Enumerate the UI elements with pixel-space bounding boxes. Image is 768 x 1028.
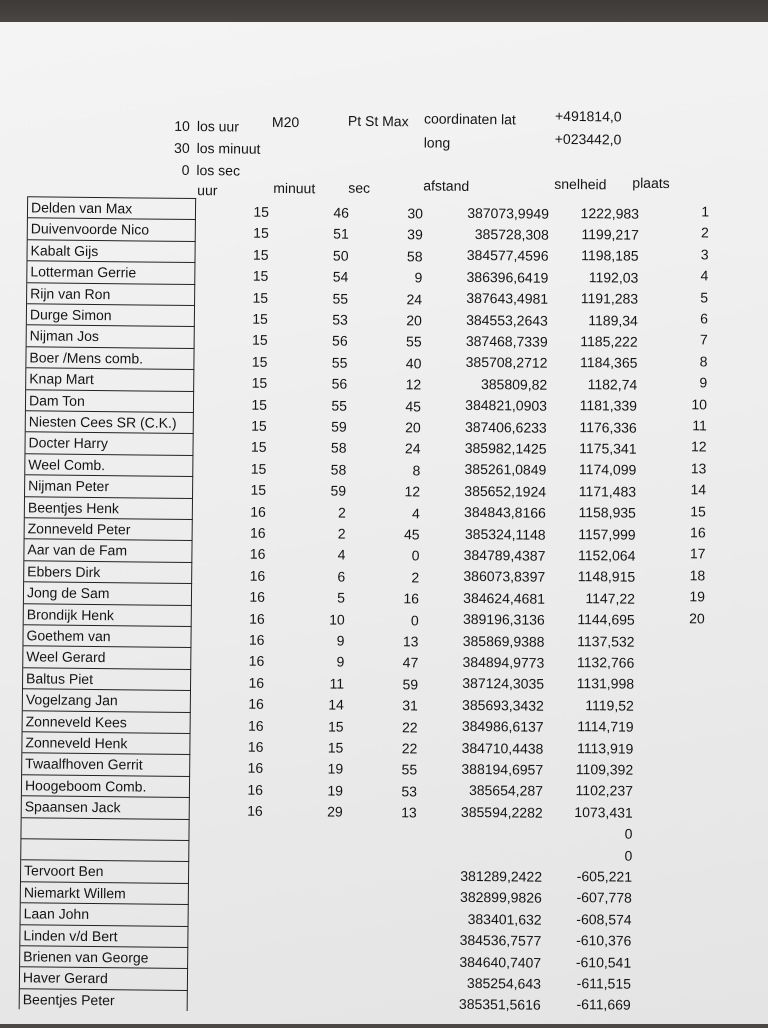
- table-cell-afstand: 384624,4681: [463, 589, 546, 607]
- table-cell-minuut: 11: [329, 675, 345, 692]
- table-cell-minuut: [221, 974, 341, 975]
- table-cell-snelheid: 1148,915: [577, 568, 636, 585]
- table-cell-sec: 20: [406, 312, 422, 329]
- table-cell-uur: 16: [249, 524, 266, 541]
- table-row-name: Vogelzang Jan: [23, 688, 191, 711]
- table-cell-uur: 15: [251, 374, 268, 391]
- table-cell-uur: 15: [251, 417, 267, 434]
- table-cell-plaats: 1: [701, 203, 710, 220]
- table-cell-sec: 8: [412, 462, 421, 479]
- table-cell-minuut: 29: [327, 803, 343, 820]
- table-cell-sec: 22: [401, 740, 418, 757]
- table-cell-snelheid: -607,778: [576, 889, 632, 906]
- table-cell-uur: 15: [251, 396, 268, 413]
- table-cell-afstand: 385594,2282: [460, 803, 543, 821]
- table-cell-snelheid: 1222,983: [580, 204, 640, 222]
- table-cell-uur: 16: [247, 781, 264, 798]
- coord-long-value: +023442,0: [554, 130, 622, 148]
- table-cell-uur: 15: [252, 289, 269, 306]
- table-cell-snelheid: 1192,03: [588, 268, 639, 286]
- table-row-name: Boer /Mens comb.: [26, 346, 194, 369]
- table-cell-minuut: 5: [337, 589, 346, 606]
- table-cell-afstand: 385982,1425: [464, 439, 547, 457]
- table-row-name: Goethem van: [23, 624, 191, 647]
- table-cell-snelheid: 1119,52: [585, 696, 634, 714]
- table-cell-minuut: 19: [327, 782, 344, 799]
- table-cell-sec: [295, 932, 415, 933]
- table-cell-sec: 40: [405, 355, 422, 372]
- table-cell-plaats: 3: [700, 246, 709, 263]
- los-uur-label: los uur: [196, 118, 240, 135]
- table-cell-afstand: 387073,9949: [467, 204, 550, 222]
- table-cell-snelheid: 1191,283: [580, 290, 639, 307]
- table-cell-snelheid: 1181,339: [579, 397, 638, 414]
- table-cell-minuut: 4: [337, 546, 346, 564]
- los-minuut-label: los minuut: [196, 140, 261, 157]
- los-sec-label: los sec: [196, 162, 241, 179]
- table-cell-minuut: 46: [333, 204, 350, 221]
- table-cell-sec: [296, 889, 416, 890]
- category-label: M20: [271, 113, 300, 131]
- table-cell-minuut: [222, 888, 342, 889]
- coord-lat-label: coordinaten lat: [423, 110, 516, 128]
- table-cell-uur: 16: [250, 503, 266, 520]
- table-row-name: Aar van de Fam: [24, 539, 192, 562]
- table-cell-minuut: 58: [330, 461, 347, 478]
- table-cell-sec: 13: [402, 633, 419, 650]
- table-cell-uur: 16: [248, 631, 265, 648]
- table-cell-afstand: 385261,0849: [464, 461, 547, 479]
- table-cell-sec: [295, 996, 415, 997]
- table-row-name: Zonneveld Henk: [22, 731, 190, 754]
- table-cell-plaats: 4: [700, 267, 709, 284]
- table-cell-sec: 0: [411, 547, 420, 564]
- coord-long-label: long: [423, 134, 451, 151]
- table-row-name: Tervoort Ben: [21, 860, 189, 883]
- table-cell-sec: 9: [414, 269, 423, 286]
- table-cell-sec: 55: [405, 333, 422, 350]
- table-cell-afstand: 384894,9773: [462, 653, 545, 671]
- table-cell-sec: 24: [406, 290, 423, 308]
- table-cell-sec: 20: [405, 419, 421, 436]
- table-row-name: Jong de Sam: [24, 581, 192, 604]
- table-cell-snelheid: 1158,935: [578, 504, 636, 521]
- table-cell-minuut: 15: [327, 718, 344, 735]
- table-cell-plaats: 10: [691, 395, 708, 413]
- table-cell-plaats: 8: [699, 353, 708, 370]
- table-cell-uur: 15: [251, 353, 268, 370]
- table-row-name: Brondijk Henk: [24, 603, 192, 626]
- table-cell-plaats: [584, 694, 704, 695]
- table-cell-afstand: 384553,2643: [466, 311, 548, 329]
- table-cell-afstand: 385869,9388: [462, 632, 545, 650]
- table-cell-afstand: 388194,6957: [461, 760, 544, 778]
- table-cell-snelheid: 1175,341: [579, 439, 637, 457]
- table-cell-afstand: 385254,643: [466, 974, 542, 992]
- table-cell-plaats: 17: [689, 545, 706, 562]
- table-cell-snelheid: 1113,919: [577, 739, 634, 757]
- table-row-name: [21, 817, 189, 840]
- table-cell-plaats: [584, 673, 704, 674]
- table-cell-uur: 15: [253, 225, 269, 242]
- table-cell-afstand: 385728,308: [474, 225, 549, 243]
- table-cell-uur: 16: [247, 717, 264, 734]
- table-cell-sec: 24: [404, 440, 421, 457]
- table-cell-snelheid: 1147,22: [585, 589, 636, 607]
- table-cell-snelheid: 1073,431: [574, 803, 633, 821]
- table-row-name: Nijman Peter: [25, 474, 193, 497]
- table-cell-minuut: 59: [330, 482, 347, 499]
- table-cell-uur: 15: [250, 439, 267, 456]
- table-cell-afstand: 387406,6233: [464, 418, 547, 436]
- table-cell-uur: 15: [252, 246, 269, 263]
- table-cell-snelheid: 1132,766: [576, 653, 635, 671]
- table-cell-sec: 12: [404, 483, 421, 500]
- table-cell-minuut: 54: [332, 268, 349, 285]
- table-row-name: Spaansen Jack: [22, 795, 190, 818]
- table-cell-uur: 16: [248, 653, 265, 670]
- table-row-name: Duivenvoorde Nico: [28, 218, 196, 241]
- table-cell-afstand: 385351,5616: [458, 996, 541, 1014]
- table-cell-sec: 13: [401, 804, 417, 821]
- table-cell-sec: [297, 825, 417, 826]
- table-cell-uur: 15: [250, 460, 267, 477]
- table-cell-minuut: 9: [336, 632, 345, 649]
- table-cell-minuut: 2: [337, 504, 346, 521]
- table-row-name: Niemarkt Willem: [21, 881, 189, 904]
- table-row-name: Docter Harry: [25, 432, 193, 455]
- table-cell-uur: 16: [249, 588, 266, 605]
- table-cell-snelheid: 1185,222: [580, 332, 638, 350]
- table-cell-minuut: [221, 931, 341, 932]
- table-cell-plaats: 2: [700, 224, 709, 241]
- table-cell-minuut: 55: [332, 290, 349, 307]
- table-cell-snelheid: 0: [624, 847, 633, 864]
- col-snelheid: snelheid: [554, 175, 607, 193]
- table-row-name: Laan John: [21, 902, 189, 925]
- table-cell-minuut: 6: [337, 568, 346, 585]
- table-cell-sec: 45: [405, 397, 422, 415]
- table-cell-snelheid: 1198,185: [581, 247, 639, 264]
- table-cell-plaats: 12: [690, 438, 707, 455]
- table-cell-snelheid: -605,221: [576, 867, 633, 885]
- table-cell-snelheid: 1176,336: [579, 418, 637, 436]
- table-row-name: Kabalt Gijs: [27, 239, 195, 262]
- table-cell-plaats: 18: [689, 567, 706, 584]
- los-uur-value: 10: [174, 117, 190, 134]
- table-cell-uur: 16: [247, 738, 264, 755]
- table-cell-plaats: 14: [690, 481, 707, 498]
- table-cell-snelheid: -611,669: [576, 996, 631, 1013]
- table-cell-plaats: 15: [690, 502, 706, 520]
- table-cell-afstand: 385654,287: [468, 782, 544, 800]
- table-cell-sec: 31: [402, 697, 418, 714]
- table-cell-plaats: 9: [699, 374, 708, 391]
- table-cell-sec: 4: [411, 504, 420, 522]
- table-cell-afstand: 384843,8166: [464, 503, 546, 521]
- table-cell-snelheid: 1189,34: [588, 311, 638, 329]
- table-cell-snelheid: 0: [624, 825, 633, 842]
- col-sec: sec: [348, 179, 371, 196]
- table-cell-sec: [296, 910, 416, 911]
- table-cell-minuut: 59: [331, 418, 347, 435]
- table-row-name: Zonneveld Peter: [25, 517, 193, 540]
- table-cell-sec: 47: [402, 654, 419, 671]
- table-row-name: Weel Comb.: [25, 453, 193, 476]
- table-cell-snelheid: 1182,74: [587, 375, 638, 393]
- table-cell-sec: 16: [403, 590, 420, 607]
- table-cell-uur: 16: [249, 567, 266, 584]
- table-cell-snelheid: 1137,532: [577, 632, 635, 650]
- table-cell-minuut: [222, 910, 342, 911]
- table-cell-afstand: 386396,6419: [466, 268, 549, 286]
- table-row-name: Haver Gerard: [20, 967, 188, 990]
- table-cell-afstand: 386073,8397: [463, 568, 546, 586]
- table-cell-sec: 30: [407, 205, 424, 222]
- table-cell-snelheid: -610,541: [575, 953, 632, 971]
- table-cell-sec: 53: [401, 783, 418, 800]
- table-cell-uur: 16: [247, 760, 264, 777]
- table-cell-afstand: 384789,4387: [463, 546, 546, 564]
- table-cell-minuut: [223, 824, 343, 825]
- table-cell-snelheid: 1199,217: [581, 225, 639, 243]
- table-cell-minuut: 2: [337, 525, 346, 542]
- table-cell-minuut: 51: [333, 225, 349, 243]
- table-cell-plaats: [584, 652, 704, 653]
- table-cell-afstand: 385708,2712: [465, 354, 548, 372]
- table-cell-plaats: [582, 930, 702, 931]
- table-row-name: Durge Simon: [27, 303, 195, 326]
- table-cell-sec: 2: [411, 569, 420, 586]
- table-cell-uur: 15: [250, 481, 267, 498]
- table-cell-plaats: [584, 737, 704, 738]
- table-cell-minuut: 55: [331, 397, 348, 414]
- table-row-name: Knap Mart: [26, 367, 194, 390]
- table-cell-minuut: 19: [327, 760, 344, 778]
- col-minuut: minuut: [273, 179, 316, 197]
- table-row-name: Lotterman Gerrie: [27, 260, 195, 283]
- table-cell-sec: 39: [407, 226, 423, 243]
- table-row-name: Baltus Piet: [23, 667, 191, 690]
- table-cell-sec: [296, 868, 416, 869]
- table-cell-minuut: 14: [328, 696, 344, 713]
- table-cell-minuut: [221, 995, 341, 996]
- table-cell-afstand: 384986,6137: [461, 717, 544, 735]
- table-cell-afstand: 387468,7339: [465, 332, 548, 350]
- table-row-name: Beentjes Peter: [20, 988, 188, 1011]
- table-cell-minuut: 58: [330, 439, 347, 457]
- table-cell-plaats: [582, 908, 702, 909]
- table-cell-uur: 16: [249, 546, 266, 563]
- table-cell-uur: 15: [253, 203, 270, 220]
- table-cell-snelheid: -610,376: [576, 932, 632, 949]
- table-row-name: Rijn van Ron: [27, 282, 195, 305]
- table-cell-afstand: 385652,1924: [464, 482, 547, 500]
- table-cell-snelheid: 1114,719: [577, 718, 634, 735]
- table-cell-afstand: 382899,9826: [459, 889, 542, 907]
- table-cell-plaats: 6: [700, 310, 709, 327]
- table-row-name: Nijman Jos: [27, 325, 195, 348]
- table-cell-sec: 12: [405, 376, 422, 393]
- table-cell-snelheid: 1171,483: [578, 482, 637, 500]
- table-cell-afstand: 384536,7577: [459, 931, 542, 949]
- table-cell-sec: 0: [410, 611, 419, 629]
- los-sec-value: 0: [181, 161, 190, 178]
- table-cell-uur: 16: [248, 674, 265, 691]
- table-row-name: Dam Ton: [26, 389, 194, 412]
- table-cell-afstand: 387643,4981: [466, 289, 549, 307]
- table-cell-afstand: 383401,632: [467, 910, 542, 928]
- table-cell-uur: 16: [247, 802, 263, 819]
- table-cell-plaats: [583, 801, 703, 802]
- table-cell-plaats: [583, 759, 703, 760]
- table-cell-minuut: 15: [327, 739, 344, 756]
- col-plaats: plaats: [632, 174, 670, 192]
- table-cell-sec: [295, 953, 415, 954]
- table-cell-afstand: 384821,0903: [465, 396, 548, 414]
- table-cell-sec: 59: [402, 676, 419, 693]
- table-cell-sec: [296, 846, 416, 847]
- table-cell-plaats: [582, 866, 702, 867]
- table-cell-minuut: 50: [332, 247, 349, 264]
- location-label: Pt St Max: [347, 112, 409, 130]
- table-cell-plaats: [581, 951, 701, 952]
- table-cell-plaats: [583, 823, 703, 824]
- table-cell-sec: 55: [401, 761, 418, 778]
- coord-lat-value: +491814,0: [554, 107, 622, 125]
- table-row-name: Niesten Cees SR (C.K.): [26, 410, 194, 433]
- table-cell-plaats: [581, 973, 701, 974]
- table-row-name: Ebbers Dirk: [24, 560, 192, 583]
- table-cell-uur: 15: [252, 267, 269, 285]
- table-cell-minuut: 53: [332, 311, 348, 328]
- table-cell-minuut: 55: [331, 354, 348, 371]
- table-row-name: [21, 838, 189, 861]
- col-uur: uur: [197, 182, 218, 199]
- table-cell-snelheid: 1109,392: [575, 760, 634, 778]
- los-minuut-value: 30: [174, 139, 190, 156]
- table-cell-plaats: [585, 630, 705, 631]
- table-cell-plaats: 20: [689, 609, 705, 627]
- table-cell-plaats: [582, 844, 702, 845]
- table-row-name: Beentjes Henk: [25, 496, 193, 519]
- table-cell-afstand: 385693,3432: [462, 696, 544, 714]
- table-cell-plaats: 5: [700, 288, 709, 306]
- table-cell-uur: 15: [252, 310, 268, 327]
- table-row-name: Linden v/d Bert: [20, 924, 188, 947]
- table-cell-plaats: 16: [690, 524, 706, 541]
- table-cell-plaats: 11: [692, 417, 707, 434]
- table-cell-snelheid: 1184,365: [580, 354, 638, 371]
- table-cell-minuut: 9: [336, 653, 345, 671]
- table-row-name: Hoogeboom Comb.: [22, 774, 190, 797]
- table-cell-afstand: 389196,3136: [462, 610, 545, 628]
- table-cell-minuut: [222, 845, 342, 846]
- table-cell-plaats: 19: [689, 588, 706, 605]
- table-cell-afstand: 384710,4438: [461, 739, 544, 757]
- table-cell-snelheid: -608,574: [576, 910, 632, 928]
- table-cell-plaats: 13: [690, 460, 707, 477]
- table-row-name: Zonneveld Kees: [23, 710, 191, 733]
- table-cell-plaats: [581, 994, 701, 995]
- table-cell-uur: 16: [249, 610, 265, 627]
- table-cell-sec: 45: [403, 526, 420, 543]
- table-cell-uur: 15: [252, 332, 268, 349]
- table-cell-snelheid: 1174,099: [578, 461, 637, 478]
- table-cell-sec: 58: [406, 248, 423, 265]
- table-cell-snelheid: -611,515: [576, 974, 632, 992]
- table-row-name: Delden van Max: [28, 196, 196, 219]
- table-cell-sec: [295, 975, 415, 976]
- table-row-name: Twaalfhoven Gerrit: [22, 753, 190, 776]
- table-cell-minuut: 56: [332, 332, 348, 350]
- table-cell-snelheid: 1144,695: [577, 611, 635, 628]
- table-cell-afstand: 387124,3035: [462, 675, 545, 693]
- table-cell-afstand: 381289,2422: [460, 867, 543, 885]
- table-cell-uur: 16: [248, 695, 264, 712]
- table-row-name: Brienen van George: [20, 945, 188, 968]
- table-cell-afstand: 385809,82: [480, 375, 548, 393]
- table-cell-minuut: [221, 952, 341, 953]
- table-cell-plaats: [583, 780, 703, 781]
- table-cell-minuut: [222, 867, 342, 868]
- col-afstand: afstand: [423, 177, 470, 194]
- table-cell-snelheid: 1102,237: [575, 782, 634, 799]
- table-cell-minuut: 56: [331, 375, 348, 392]
- table-cell-plaats: [584, 716, 704, 717]
- table-row-name: Weel Gerard: [23, 646, 191, 669]
- table-cell-plaats: 7: [699, 331, 708, 348]
- table-cell-afstand: 384577,4596: [466, 247, 549, 265]
- table-cell-afstand: 384640,7407: [459, 953, 542, 971]
- table-cell-minuut: 10: [329, 611, 345, 628]
- table-cell-snelheid: 1131,998: [576, 675, 635, 692]
- table-cell-sec: 22: [401, 718, 418, 735]
- table-cell-snelheid: 1152,064: [577, 546, 636, 564]
- table-cell-plaats: [582, 887, 702, 888]
- table-cell-afstand: 385324,1148: [464, 525, 546, 543]
- table-cell-snelheid: 1157,999: [578, 525, 636, 543]
